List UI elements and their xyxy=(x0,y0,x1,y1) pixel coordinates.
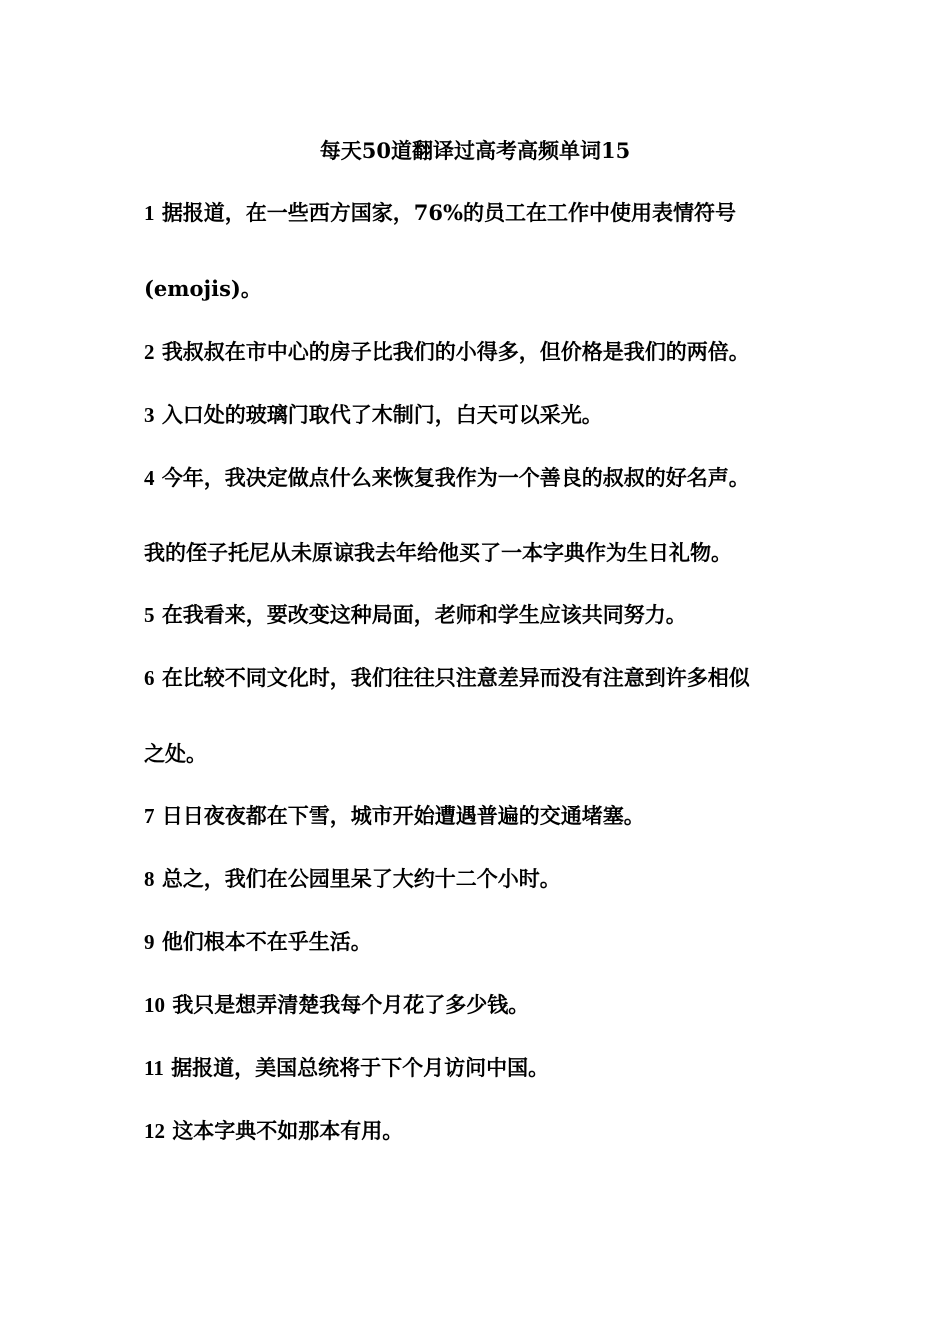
item-text: 我叔叔在市中心的房子比我们的小得多，但价格是我们的两倍。 xyxy=(161,339,750,364)
item-number: 1 xyxy=(144,201,155,225)
item-text: 日日夜夜都在下雪，城市开始遭遇普遍的交通堵塞。 xyxy=(161,803,645,828)
item-text: 总之，我们在公园里呆了大约十二个小时。 xyxy=(161,866,561,891)
list-item-6 xyxy=(144,663,824,693)
list-item-3 xyxy=(144,400,824,430)
list-item-11 xyxy=(144,1053,824,1083)
list-item-12 xyxy=(144,1116,824,1146)
list-item-1 xyxy=(144,198,824,228)
item-text: 在比较不同文化时，我们往往只注意差异而没有注意到许多相似 xyxy=(161,665,750,690)
item-number: 9 xyxy=(144,930,155,954)
item-text: 之处。 xyxy=(144,741,207,766)
list-item-10 xyxy=(144,990,824,1020)
item-text: (emojis)。 xyxy=(144,276,262,301)
list-item-7 xyxy=(144,801,824,831)
item-number: 7 xyxy=(144,804,155,828)
item-number: 5 xyxy=(144,603,155,627)
list-item-1-continued xyxy=(144,274,824,304)
item-number: 2 xyxy=(144,340,155,364)
item-number: 8 xyxy=(144,867,155,891)
item-text: 他们根本不在乎生活。 xyxy=(161,929,372,954)
item-number: 10 xyxy=(144,993,165,1017)
item-number: 4 xyxy=(144,466,155,490)
list-item-4 xyxy=(144,463,824,493)
page-title: 每天50道翻译过高考高频单词15 xyxy=(319,138,631,163)
list-item-2 xyxy=(144,337,824,367)
item-number: 3 xyxy=(144,403,155,427)
item-number: 11 xyxy=(144,1056,164,1080)
item-text: 我只是想弄清楚我每个月花了多少钱。 xyxy=(172,992,530,1017)
list-item-4-continued xyxy=(144,538,824,568)
item-text: 在我看来，要改变这种局面，老师和学生应该共同努力。 xyxy=(161,602,687,627)
item-text: 今年，我决定做点什么来恢复我作为一个善良的叔叔的好名声。 xyxy=(161,465,750,490)
list-item-9 xyxy=(144,927,824,957)
item-text: 入口处的玻璃门取代了木制门，白天可以采光。 xyxy=(161,402,603,427)
item-text: 据报道，美国总统将于下个月访问中国。 xyxy=(171,1055,550,1080)
item-number: 12 xyxy=(144,1119,165,1143)
item-text: 据报道，在一些西方国家，76%的员工在工作中使用表情符号 xyxy=(161,200,736,225)
list-item-5 xyxy=(144,600,824,630)
item-text: 这本字典不如那本有用。 xyxy=(172,1118,404,1143)
item-number: 6 xyxy=(144,666,155,690)
item-text: 我的侄子托尼从未原谅我去年给他买了一本字典作为生日礼物。 xyxy=(144,540,732,565)
list-item-6-continued xyxy=(144,739,824,769)
list-item-8 xyxy=(144,864,824,894)
